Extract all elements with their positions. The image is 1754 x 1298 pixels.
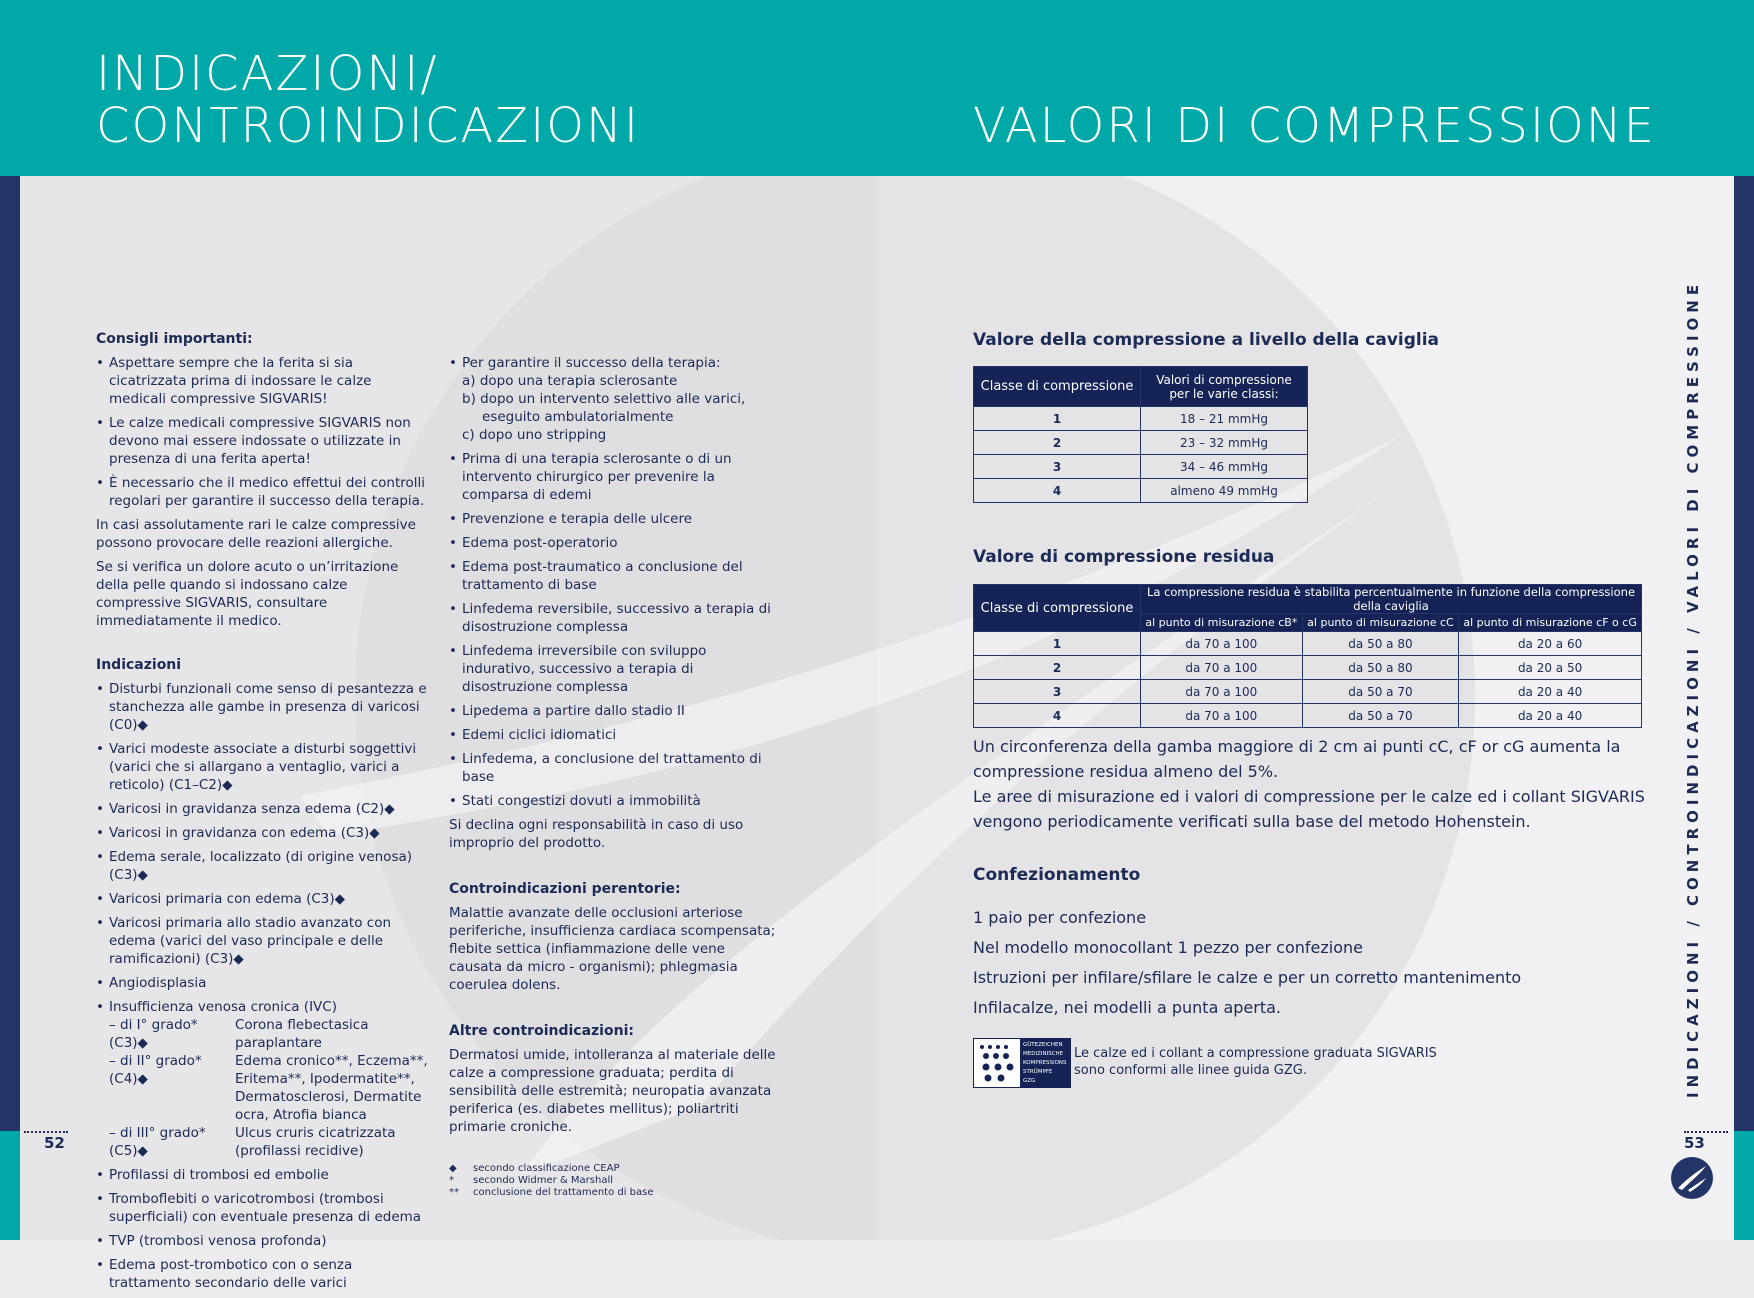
cell: 4 (974, 704, 1141, 728)
table-row (974, 455, 1308, 479)
list-item: • Stati congestizi dovuti a immobilità (449, 792, 779, 810)
cell: 1 (974, 632, 1141, 656)
table-row (974, 704, 1642, 728)
cell: da 20 a 40 (1459, 704, 1642, 728)
cell: da 70 a 100 (1141, 704, 1303, 728)
list-item: • Edema post-traumatico a conclusione del trattamento di base (449, 558, 779, 594)
table-row (974, 431, 1308, 455)
terapia-sub: eseguito ambulatorialmente (482, 409, 674, 425)
perentorie-text: Malattie avanzate delle occlusioni arteriose periferiche, insufficienza cardiaca scompensata; flebite settica (infiammazione delle vene causata da micro - organismi); phlegmasia coerulea dolens. (449, 905, 776, 993)
table2-span-header: La compressione residua è stabilita percentualmente in funzione della compressione della caviglia (1141, 585, 1642, 614)
left-edge-teal (0, 1131, 20, 1240)
list-item: • Insufficienza venosa cronica (IVC) (96, 998, 428, 1016)
page-number-rule-right (1684, 1131, 1728, 1133)
list-item: • È necessario che il medico effettui dei controlli regolari per garantire il successo della terapia. (96, 474, 428, 510)
list-item: • Linfedema, a conclusione del trattamento di base (449, 750, 779, 786)
ivc-desc: Edema cronico**, Eczema**, Eritema**, Ipodermatite**, Dermatosclerosi, Dermatite ocra, Atrofia bianca (235, 1053, 428, 1123)
confezionamento-line: Nel modello monocollant 1 pezzo per confezione (973, 938, 1363, 957)
cell: 2 (974, 656, 1141, 680)
table2-col1-header: Classe di compressione (974, 585, 1141, 632)
compression-table (973, 366, 1308, 503)
indicazioni-heading: Indicazioni (96, 657, 182, 673)
gzg-logo-line: MEDIZINISCHE (1023, 1051, 1064, 1057)
footnote-symbol: ** (449, 1187, 459, 1198)
page-number-right: 53 (1684, 1134, 1705, 1152)
cell: da 70 a 100 (1141, 656, 1303, 680)
gzg-logo (973, 1038, 1071, 1088)
list-item: • Varicosi in gravidanza senza edema (C2)◆ (96, 800, 428, 818)
list-item: • Varicosi primaria con edema (C3)◆ (96, 890, 428, 908)
table1-col1-header: Classe di compressione (974, 367, 1141, 407)
confezionamento-line: Istruzioni per infilare/sfilare le calze e per un corretto mantenimento (973, 968, 1522, 987)
right-edge-teal (1734, 1131, 1754, 1240)
gzg-text-line: Le calze ed i collant a compressione graduata SIGVARIS (1074, 1046, 1437, 1061)
list-item: • Linfedema reversibile, successivo a terapia di disostruzione complessa (449, 600, 779, 636)
table-row (974, 632, 1642, 656)
list-item: • Prevenzione e terapia delle ulcere (449, 510, 779, 528)
altre-heading: Altre controindicazioni: (449, 1023, 634, 1039)
list-item: • Edemi ciclici idiomatici (449, 726, 779, 744)
ivc-grade: – di II° grado* (C4)◆ (109, 1053, 202, 1087)
table-row (974, 479, 1308, 503)
cell: da 50 a 80 (1302, 632, 1458, 656)
confezionamento-list (973, 903, 1663, 1023)
table-row (974, 656, 1642, 680)
ivc-desc: Ulcus cruris cicatrizzata (profilassi recidive) (235, 1125, 396, 1159)
cell: da 20 a 60 (1459, 632, 1642, 656)
list-item: • Disturbi funzionali come senso di pesantezza e stanchezza alle gambe in presenza di varicosi (C0)◆ (96, 680, 428, 734)
list-item: • TVP (trombosi venosa profonda) (96, 1232, 428, 1250)
column-2 (449, 354, 779, 1142)
cell: da 20 a 50 (1459, 656, 1642, 680)
gzg-text (1074, 1045, 1437, 1079)
right-title: VALORI DI COMPRESSIONE (973, 98, 1656, 154)
gzg-logo-line: KOMPRESSIONS (1023, 1060, 1067, 1066)
cell: da 20 a 40 (1459, 680, 1642, 704)
list-item: • Tromboflebiti o varicotrombosi (trombosi superficiali) con eventuale presenza di edema (96, 1190, 428, 1226)
residual-table (973, 584, 1642, 728)
right-edge-stripe (1734, 176, 1754, 1131)
cell: 4 (974, 479, 1141, 503)
cell: da 50 a 70 (1302, 680, 1458, 704)
list-item: • Profilassi di trombosi ed embolie (96, 1166, 428, 1184)
cell: 34 – 46 mmHg (1141, 455, 1308, 479)
terapia-title: • Per garantire il successo della terapia: (462, 355, 721, 371)
page-number-rule-left (24, 1131, 68, 1133)
table2-sub-header: al punto di misurazione cF o cG (1459, 614, 1642, 632)
residual-notes (973, 734, 1663, 834)
cell: 1 (974, 407, 1141, 431)
list-item: • Prima di una terapia sclerosante o di un intervento chirurgico per prevenire la comparsa di edemi (449, 450, 779, 504)
cell: da 70 a 100 (1141, 632, 1303, 656)
list-item: • Edema serale, localizzato (di origine venosa) (C3)◆ (96, 848, 428, 884)
cell: 23 – 32 mmHg (1141, 431, 1308, 455)
altre-text: Dermatosi umide, intolleranza al materiale delle calze a compressione graduata; perdita di sensibilità delle estremità; neuropatia avanzata periferica (es. diabetes mellitus); poliartriti primarie croniche. (449, 1047, 776, 1135)
gzg-dots-icon (974, 1039, 1020, 1085)
list-item: • Aspettare sempre che la ferita si sia cicatrizzata prima di indossare le calze medicali compressive SIGVARIS! (96, 354, 428, 408)
page-number-left: 52 (44, 1134, 65, 1152)
consigli-paragraph: In casi assolutamente rari le calze compressive possono provocare delle reazioni allergiche. (96, 517, 416, 551)
consigli-heading: Consigli importanti: (96, 331, 253, 347)
confezionamento-line: Infilacalze, nei modelli a punta aperta. (973, 998, 1281, 1017)
ivc-grade: – di I° grado* (C3)◆ (109, 1017, 198, 1051)
table2-heading: Valore di compressione residua (973, 547, 1275, 567)
cell: da 70 a 100 (1141, 680, 1303, 704)
list-item: • Le calze medicali compressive SIGVARIS non devono mai essere indossate o utilizzate in presenza di una ferita aperta! (96, 414, 428, 468)
confezionamento-heading: Confezionamento (973, 865, 1141, 885)
list-item (449, 354, 779, 444)
terapia-sub: a) dopo una terapia sclerosante (462, 373, 678, 389)
footnote-symbol: ◆ (449, 1163, 457, 1174)
list-item: • Edema post-trombotico con o senza trattamento secondario delle varici (96, 1256, 428, 1292)
perentorie-heading: Controindicazioni perentorie: (449, 881, 681, 897)
cell: 3 (974, 455, 1141, 479)
footnote-text: secondo classificazione CEAP (473, 1163, 620, 1174)
cell: 18 – 21 mmHg (1141, 407, 1308, 431)
vertical-section-label: INDICAZIONI / CONTROINDICAZIONI / VALORI DI COMPRESSIONE (1684, 279, 1702, 1098)
gzg-logo-text (1020, 1039, 1070, 1087)
disclaimer: Si declina ogni responsabilità in caso di uso improprio del prodotto. (449, 817, 744, 851)
list-item: • Varicosi in gravidanza con edema (C3)◆ (96, 824, 428, 842)
footnote-text: conclusione del trattamento di base (473, 1187, 654, 1198)
list-item: • Linfedema irreversibile con sviluppo indurativo, successivo a terapia di disostruzione complessa (449, 642, 779, 696)
consigli-paragraph: Se si verifica un dolore acuto o un’irritazione della pelle quando si indossano calze compressive SIGVARIS, consultare immediatamente il medico. (96, 559, 399, 629)
table-row (974, 680, 1642, 704)
left-title-line-1: INDICAZIONI/ (96, 46, 439, 102)
list-item: • Lipedema a partire dallo stadio II (449, 702, 779, 720)
gzg-text-line: sono conformi alle linee guida GZG. (1074, 1063, 1307, 1078)
table1-col2-header: Valori di compressione per le varie classi: (1141, 367, 1308, 407)
terapia-sub: b) dopo un intervento selettivo alle varici, (462, 391, 746, 407)
list-item: • Edema post-operatorio (449, 534, 779, 552)
footnotes (449, 1163, 654, 1199)
left-title-line-2: CONTROINDICAZIONI (96, 98, 641, 154)
footnote-symbol: * (449, 1175, 454, 1186)
list-item: • Angiodisplasia (96, 974, 428, 992)
cell: 3 (974, 680, 1141, 704)
cell: almeno 49 mmHg (1141, 479, 1308, 503)
list-item: • Varici modeste associate a disturbi soggettivi (varici che si allargano a ventaglio, varici a reticolo) (C1–C2)◆ (96, 740, 428, 794)
cell: da 50 a 70 (1302, 704, 1458, 728)
left-edge-stripe (0, 176, 20, 1131)
gzg-logo-line: STRÜMPFE (1023, 1069, 1053, 1075)
gzg-logo-line: GZG (1023, 1078, 1036, 1084)
cell: 2 (974, 431, 1141, 455)
ivc-grades (96, 1016, 428, 1160)
terapia-sub: c) dopo uno stripping (462, 427, 607, 443)
table2-sub-header: al punto di misurazione cB* (1141, 614, 1303, 632)
table1-heading: Valore della compressione a livello della caviglia (973, 330, 1440, 350)
footnote-text: secondo Widmer & Marshall (473, 1175, 614, 1186)
residual-note: Un circonferenza della gamba maggiore di 2 cm ai punti cC, cF or cG aumenta la compressione residua almeno del 5%. (973, 737, 1621, 781)
left-title (96, 48, 640, 152)
column-1 (96, 330, 428, 1298)
table2-sub-header: al punto di misurazione cC (1302, 614, 1458, 632)
gzg-logo-line: GÜTEZEICHEN (1023, 1042, 1063, 1048)
cell: da 50 a 80 (1302, 656, 1458, 680)
residual-note: Le aree di misurazione ed i valori di compressione per le calze ed i collant SIGVARIS vengono periodicamente verificati sulla base del metodo Hohenstein. (973, 787, 1645, 831)
ivc-grade: – di III° grado* (C5)◆ (109, 1125, 206, 1159)
list-item: • Varicosi primaria allo stadio avanzato con edema (varici del vaso principale e delle ramificazioni) (C3)◆ (96, 914, 428, 968)
table-row (974, 407, 1308, 431)
confezionamento-line: 1 paio per confezione (973, 908, 1147, 927)
brand-logo-icon (1670, 1156, 1714, 1200)
ivc-desc: Corona flebectasica paraplantare (235, 1017, 369, 1051)
